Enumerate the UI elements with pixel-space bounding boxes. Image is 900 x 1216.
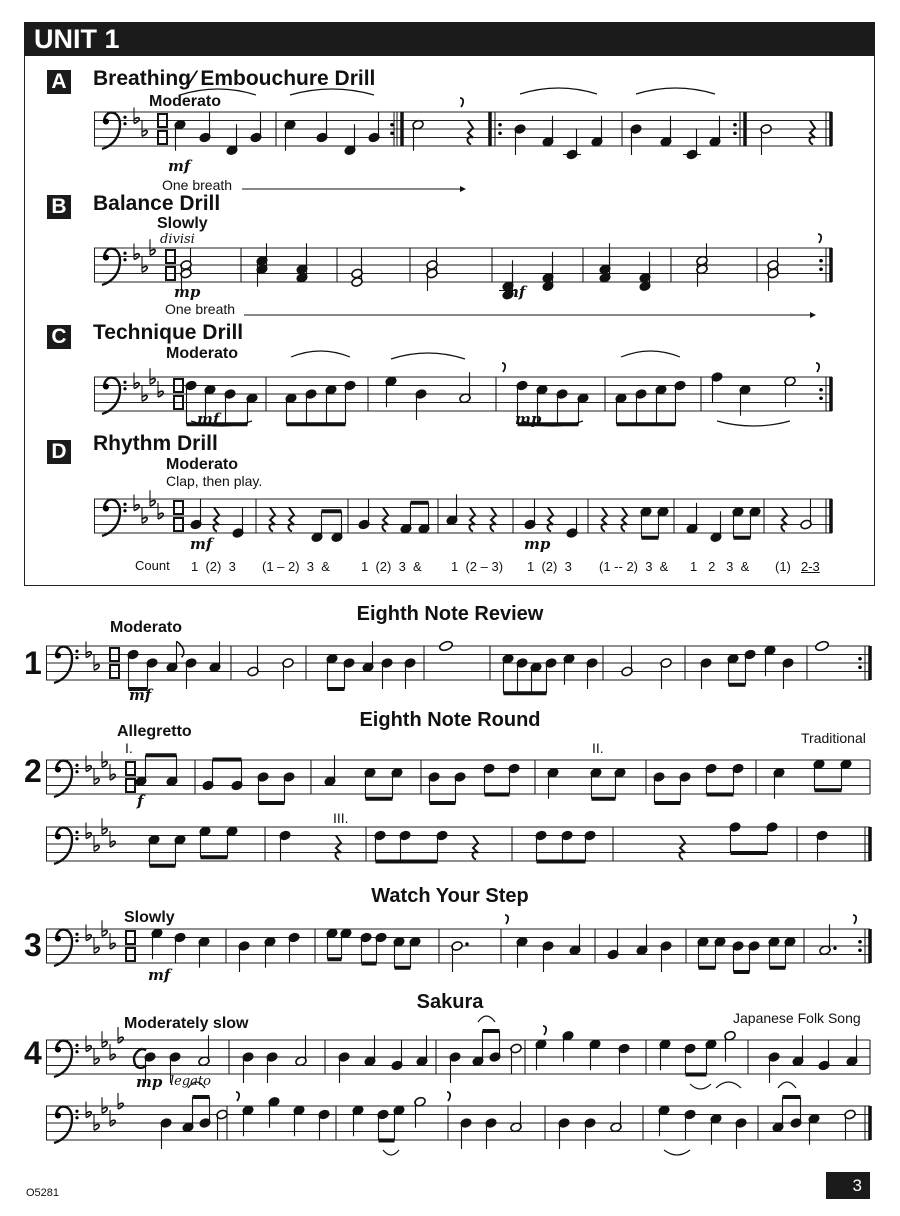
bass-clef-dot (55, 653, 61, 659)
dynamic-1: mf (129, 686, 152, 704)
staff-b (94, 218, 832, 314)
breath-mark-icon (460, 98, 463, 107)
bass-clef-icon (102, 378, 120, 414)
dynamic-d: mf (190, 535, 213, 553)
dynamic-2: f (137, 792, 144, 810)
repeat-dot (858, 657, 862, 661)
bass-clef-dot (123, 381, 126, 384)
rest-icon (335, 836, 341, 860)
bass-clef-icon (102, 500, 120, 536)
bass-clef-dot (75, 831, 78, 834)
tempo-a: Moderato (149, 93, 221, 110)
bass-clef-dot (55, 1113, 61, 1119)
bass-clef-icon (54, 1041, 72, 1077)
instruction-d: Clap, then play. (166, 473, 263, 489)
rest-icon (809, 121, 815, 145)
repeat-dot (733, 131, 737, 135)
count-5: 1 (2) 3 (527, 559, 572, 574)
rest-icon (269, 508, 275, 532)
exercise-number-3: 3 (24, 927, 42, 963)
breath-mark-icon (505, 915, 508, 924)
flat-icon (94, 664, 99, 670)
instruction-b: One breath (165, 301, 236, 317)
dot (833, 947, 836, 950)
flat-icon (142, 130, 147, 136)
section-title-a: Breathing⁄ Embouchure Drill (93, 67, 376, 90)
bass-clef-dot (55, 936, 61, 942)
repeat-dot (498, 131, 502, 135)
breath-mark-icon (502, 363, 505, 372)
bass-clef-dot (103, 384, 109, 390)
flat-icon (102, 1041, 107, 1047)
dynamic-c: mf (197, 410, 220, 428)
flat-icon (102, 930, 107, 936)
breath-arrow-a (242, 184, 466, 194)
bass-clef-dot (123, 503, 126, 506)
slur (478, 1016, 495, 1022)
slur (188, 1082, 205, 1088)
slur (520, 88, 597, 94)
rest-icon (679, 836, 685, 860)
rest-icon (490, 508, 496, 532)
slur (621, 351, 680, 357)
section-letter-c: C (47, 325, 71, 349)
rest-icon (547, 508, 553, 532)
staff-a (94, 82, 832, 178)
bass-clef-dot (75, 939, 78, 942)
expression-4: legato (170, 1074, 211, 1089)
repeat-dot (819, 267, 823, 271)
slur (383, 1150, 399, 1155)
slur (716, 1082, 741, 1088)
note-head (815, 640, 830, 652)
bass-clef-dot (55, 834, 61, 840)
bass-clef-dot (103, 506, 109, 512)
instruction-a: One breath (162, 177, 233, 193)
bass-clef-dot (103, 119, 109, 125)
tempo-b: Slowly (157, 215, 208, 232)
tempo-1: Moderato (110, 619, 182, 636)
round-mark-3: III. (333, 810, 349, 826)
flat-icon (94, 947, 99, 953)
dynamic-d2: mp (524, 535, 551, 553)
repeat-dot (733, 123, 737, 127)
flat-icon (94, 1058, 99, 1064)
bass-clef-dot (75, 764, 78, 767)
count-3: 1 (2) 3 & (361, 559, 422, 574)
section-title-c: Technique Drill (93, 321, 244, 344)
bass-clef-icon (54, 647, 72, 683)
flat-icon (102, 1107, 107, 1113)
breath-arrow-b (244, 310, 816, 320)
flat-icon (102, 761, 107, 767)
tempo-3: Slowly (124, 909, 175, 926)
flat-icon (142, 395, 147, 401)
repeat-dot (858, 940, 862, 944)
tempo-c: Moderato (166, 345, 238, 362)
bass-clef-dot (75, 1116, 78, 1119)
slur (778, 1082, 796, 1088)
bass-clef-icon (54, 828, 72, 864)
credit-4: Japanese Folk Song (733, 1010, 861, 1026)
bass-clef-dot (75, 650, 78, 653)
flat-icon (94, 845, 99, 851)
flat-icon (142, 266, 147, 272)
section-letter-d: D (47, 440, 71, 464)
staff-2b (46, 797, 870, 893)
slur (391, 353, 465, 359)
exercise-title-3: Watch Your Step (371, 885, 529, 907)
repeat-dot (819, 396, 823, 400)
staff-4b (46, 1076, 870, 1172)
bass-clef-icon (54, 761, 72, 797)
count-2: (1 – 2) 3 & (262, 559, 330, 574)
bass-clef-icon (54, 930, 72, 966)
exercise-title-2: Eighth Note Round (359, 709, 541, 731)
slur (664, 1150, 690, 1155)
bass-clef-dot (123, 252, 126, 255)
flat-icon (150, 500, 155, 506)
bass-clef-dot (55, 767, 61, 773)
bass-clef-dot (123, 116, 126, 119)
count-label: Count (135, 558, 170, 573)
slur (180, 89, 256, 95)
breath-mark-icon (816, 363, 819, 372)
dynamic-b2: mf (503, 283, 526, 301)
count-4: 1 (2 – 3) (451, 559, 504, 574)
section-letter-a: A (47, 70, 71, 94)
rest-icon (472, 836, 478, 860)
bass-clef-dot (75, 656, 78, 659)
bass-clef-dot (123, 387, 126, 390)
bass-clef-dot (55, 1047, 61, 1053)
bass-clef-dot (75, 1050, 78, 1053)
section-title-b: Balance Drill (93, 192, 221, 215)
dynamic-b: mp (174, 283, 201, 301)
repeat-dot (390, 123, 394, 127)
bass-clef-dot (75, 770, 78, 773)
count-9: 2-3 (801, 559, 820, 574)
flat-icon (102, 828, 107, 834)
breath-mark-icon (447, 1092, 450, 1101)
bass-clef-dot (75, 1110, 78, 1113)
bass-clef-dot (75, 1044, 78, 1047)
flat-icon (150, 378, 155, 384)
dot (465, 942, 468, 945)
bass-clef-dot (103, 255, 109, 261)
bass-clef-icon (54, 1107, 72, 1143)
tempo-2: Allegretto (117, 723, 192, 740)
slur (290, 89, 374, 95)
exercise-title-1: Eighth Note Review (356, 603, 544, 625)
count-7: 1 2 3 & (690, 559, 750, 574)
tempo-4: Moderately slow (124, 1015, 249, 1032)
flat-icon (94, 1124, 99, 1130)
dynamic-c2: mp (515, 410, 542, 428)
bass-clef-dot (123, 509, 126, 512)
slur (291, 351, 350, 357)
flat-icon (150, 249, 155, 255)
repeat-dot (498, 123, 502, 127)
dynamic-3: mf (148, 966, 171, 984)
bass-clef-dot (123, 122, 126, 125)
exercise-title-4: Sakura (416, 991, 484, 1013)
note-head (439, 640, 454, 652)
slur (717, 421, 790, 426)
rest-icon (288, 508, 294, 532)
section-letter-b: B (47, 195, 71, 219)
breath-mark-icon (818, 234, 821, 243)
rest-icon (621, 508, 627, 532)
rest-icon (382, 508, 388, 532)
credit-2: Traditional (801, 730, 866, 746)
round-mark-1: I. (125, 740, 133, 756)
page-number: 3 (826, 1172, 870, 1199)
round-mark-2: II. (592, 740, 604, 756)
slur (636, 88, 715, 94)
flat-icon (94, 778, 99, 784)
staff-1 (46, 616, 870, 712)
unit-header: UNIT 1 (24, 22, 875, 56)
count-6: (1 -- 2) 3 & (599, 559, 669, 574)
rest-icon (781, 508, 787, 532)
rest-icon (601, 508, 607, 532)
section-title-d: Rhythm Drill (93, 432, 218, 455)
count-1: 1 (2) 3 (191, 559, 236, 574)
rest-icon (213, 508, 219, 532)
dynamic-4: mp (136, 1073, 163, 1091)
repeat-dot (858, 665, 862, 669)
bass-clef-icon (102, 249, 120, 285)
bass-clef-dot (123, 258, 126, 261)
footer-code: O5281 (26, 1187, 60, 1199)
repeat-dot (390, 131, 394, 135)
exercise-number-2: 2 (24, 753, 42, 789)
repeat-dot (819, 259, 823, 263)
count-8: (1) (775, 559, 791, 574)
bass-clef-icon (102, 113, 120, 149)
exercise-number-1: 1 (24, 645, 42, 681)
staff-c (94, 347, 832, 443)
bass-clef-dot (75, 837, 78, 840)
tempo-d: Moderato (166, 456, 238, 473)
repeat-dot (819, 388, 823, 392)
exercise-number-4: 4 (24, 1035, 42, 1071)
bass-clef-dot (75, 933, 78, 936)
divisi-marking: divisi (160, 232, 195, 247)
rest-icon (469, 508, 475, 532)
dynamic-a: mf (168, 157, 191, 175)
repeat-dot (858, 948, 862, 952)
breath-mark-icon (236, 1092, 239, 1101)
flat-icon (142, 517, 147, 523)
rest-icon (467, 121, 473, 145)
breath-mark-icon (853, 915, 856, 924)
breath-mark-icon (543, 1026, 546, 1035)
